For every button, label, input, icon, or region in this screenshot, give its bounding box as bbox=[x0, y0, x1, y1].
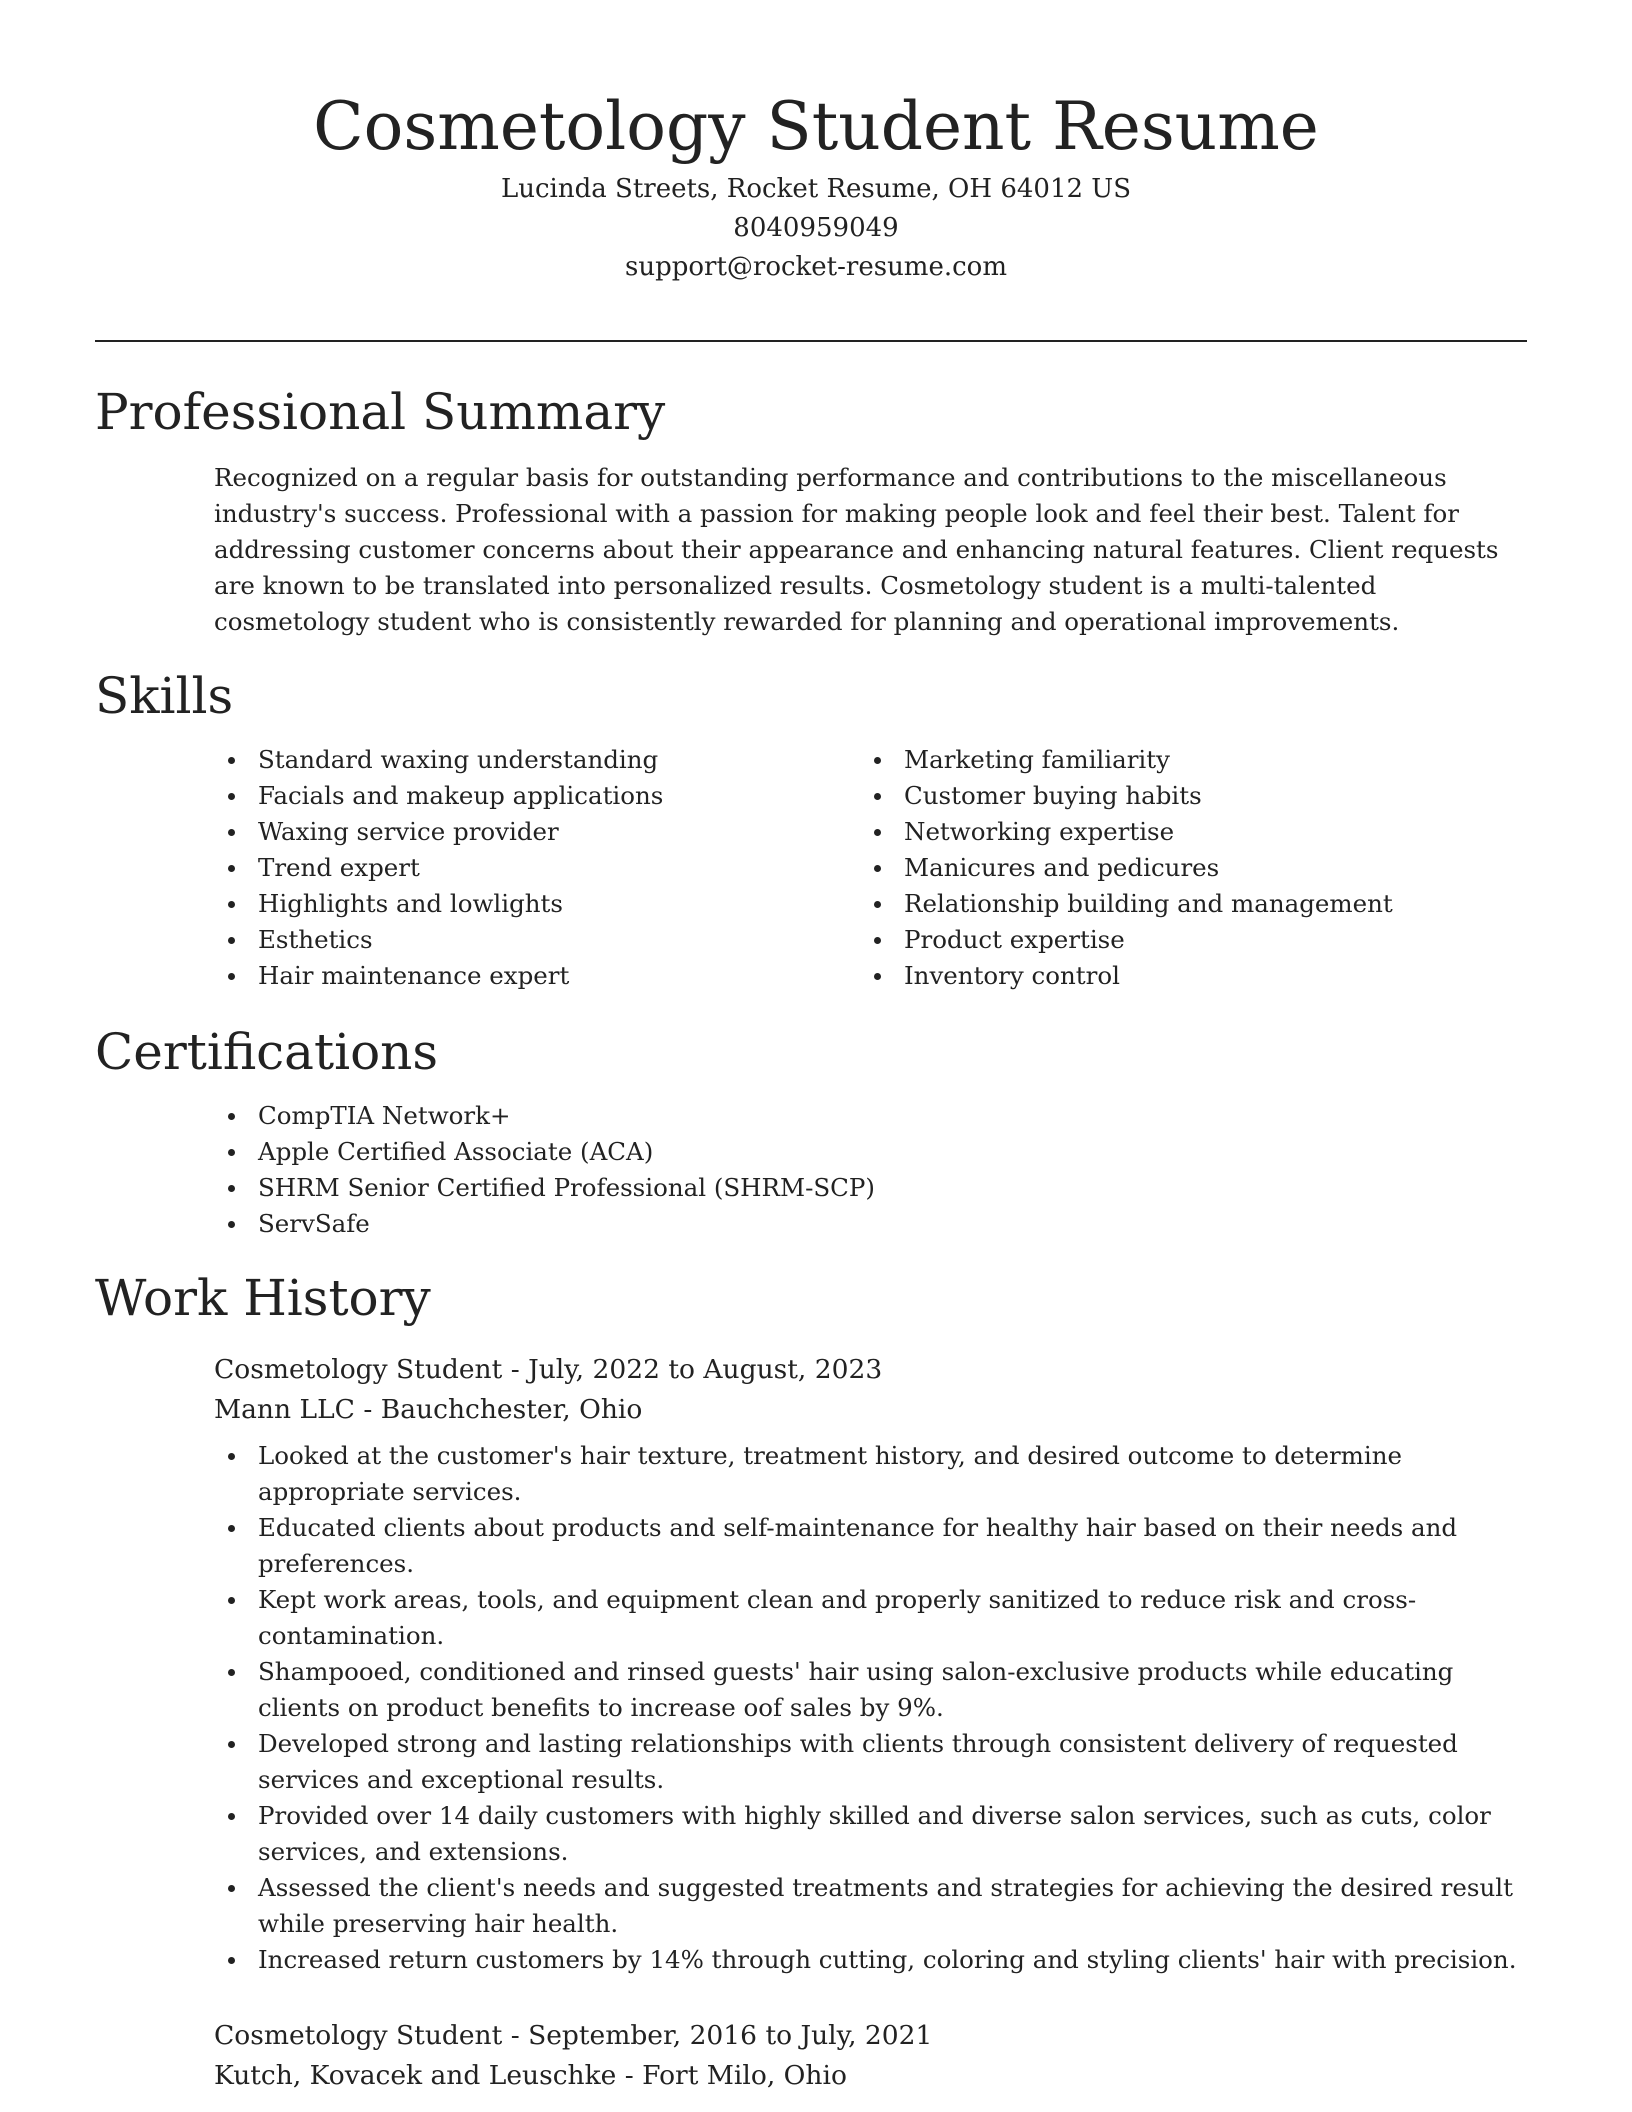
job-company-line bbox=[214, 1390, 642, 1430]
job-company: Kutch, Kovacek and Leuschke bbox=[214, 2060, 617, 2091]
certifications-heading: Certifications bbox=[95, 1023, 439, 1081]
list-item: ServSafe bbox=[214, 1206, 1114, 1242]
job-dates: - July, 2022 to August, 2023 bbox=[502, 1354, 883, 1385]
summary-text: Recognized on a regular basis for outstanding performance and contributions to the miscellaneous industry's success. Professional with a passion for making people look and feel their best. Talent for addressing customer concerns about their appearance and enhancing natural features. Client requests are known to be translated into personalized results. Cosmetology student is a multi-talented cosmetology student who is consistently rewarded for planning and operational improvements. bbox=[214, 463, 1499, 636]
list-item: Esthetics bbox=[214, 922, 834, 958]
resume-title: Cosmetology Student Resume bbox=[313, 88, 1319, 165]
skills-heading: Skills bbox=[95, 667, 234, 725]
list-item: Looked at the customer's hair texture, treatment history, and desired outcome to determine appropriate services. bbox=[214, 1438, 1530, 1510]
list-item: Inventory control bbox=[860, 958, 1520, 994]
list-item: Product expertise bbox=[860, 922, 1520, 958]
summary-heading: Professional Summary bbox=[95, 383, 666, 441]
address: Lucinda Streets, Rocket Resume, OH 64012 US bbox=[500, 174, 1132, 204]
list-item: Marketing familiarity bbox=[860, 742, 1520, 778]
list-item: Customer buying habits bbox=[860, 778, 1520, 814]
header-divider bbox=[95, 340, 1527, 342]
list-item: Provided over 14 daily customers with highly skilled and diverse salon services, such as cuts, color services, and extensions. bbox=[214, 1798, 1530, 1870]
list-item: Shampooed, conditioned and rinsed guests' hair using salon-exclusive products while educating clients on product benefits to increase oof sales by 9%. bbox=[214, 1654, 1530, 1726]
resume-header bbox=[0, 84, 1632, 287]
list-item: Educated clients about products and self-maintenance for healthy hair based on their needs and preferences. bbox=[214, 1510, 1530, 1582]
work-history-heading: Work History bbox=[95, 1269, 431, 1327]
list-item: Increased return customers by 14% through cutting, coloring and styling clients' hair with precision. bbox=[214, 1942, 1530, 1978]
list-item: Relationship building and management bbox=[860, 886, 1520, 922]
list-item: Hair maintenance expert bbox=[214, 958, 834, 994]
list-item: Standard waxing understanding bbox=[214, 742, 834, 778]
job-bullets bbox=[214, 1438, 1530, 1978]
job-title-line bbox=[214, 2016, 932, 2056]
certifications-list bbox=[214, 1098, 1114, 1242]
skills-list-left bbox=[214, 742, 834, 994]
list-item: SHRM Senior Certified Professional (SHRM-SCP) bbox=[214, 1170, 1114, 1206]
job-company: Mann LLC bbox=[214, 1394, 355, 1425]
job-location: - Bauchchester, Ohio bbox=[354, 1394, 643, 1425]
phone: 8040959049 bbox=[733, 213, 899, 243]
job-title-line bbox=[214, 1350, 882, 1390]
email: support@rocket-resume.com bbox=[624, 252, 1007, 282]
list-item: Facials and makeup applications bbox=[214, 778, 834, 814]
skills-list-right bbox=[860, 742, 1520, 994]
list-item: Developed strong and lasting relationships with clients through consistent delivery of requested services and exceptional results. bbox=[214, 1726, 1530, 1798]
list-item: Highlights and lowlights bbox=[214, 886, 834, 922]
list-item: Assessed the client's needs and suggested treatments and strategies for achieving the desired result while preserving hair health. bbox=[214, 1870, 1530, 1942]
list-item: Manicures and pedicures bbox=[860, 850, 1520, 886]
list-item: Apple Certified Associate (ACA) bbox=[214, 1134, 1114, 1170]
job-dates: - September, 2016 to July, 2021 bbox=[502, 2020, 933, 2051]
list-item: CompTIA Network+ bbox=[214, 1098, 1114, 1134]
list-item: Trend expert bbox=[214, 850, 834, 886]
list-item: Waxing service provider bbox=[214, 814, 834, 850]
job-company-line bbox=[214, 2056, 847, 2096]
list-item: Kept work areas, tools, and equipment clean and properly sanitized to reduce risk and cross-contamination. bbox=[214, 1582, 1530, 1654]
list-item: Networking expertise bbox=[860, 814, 1520, 850]
job-title: Cosmetology Student bbox=[214, 2020, 503, 2051]
job-location: - Fort Milo, Ohio bbox=[616, 2060, 847, 2091]
job-title: Cosmetology Student bbox=[214, 1354, 503, 1385]
